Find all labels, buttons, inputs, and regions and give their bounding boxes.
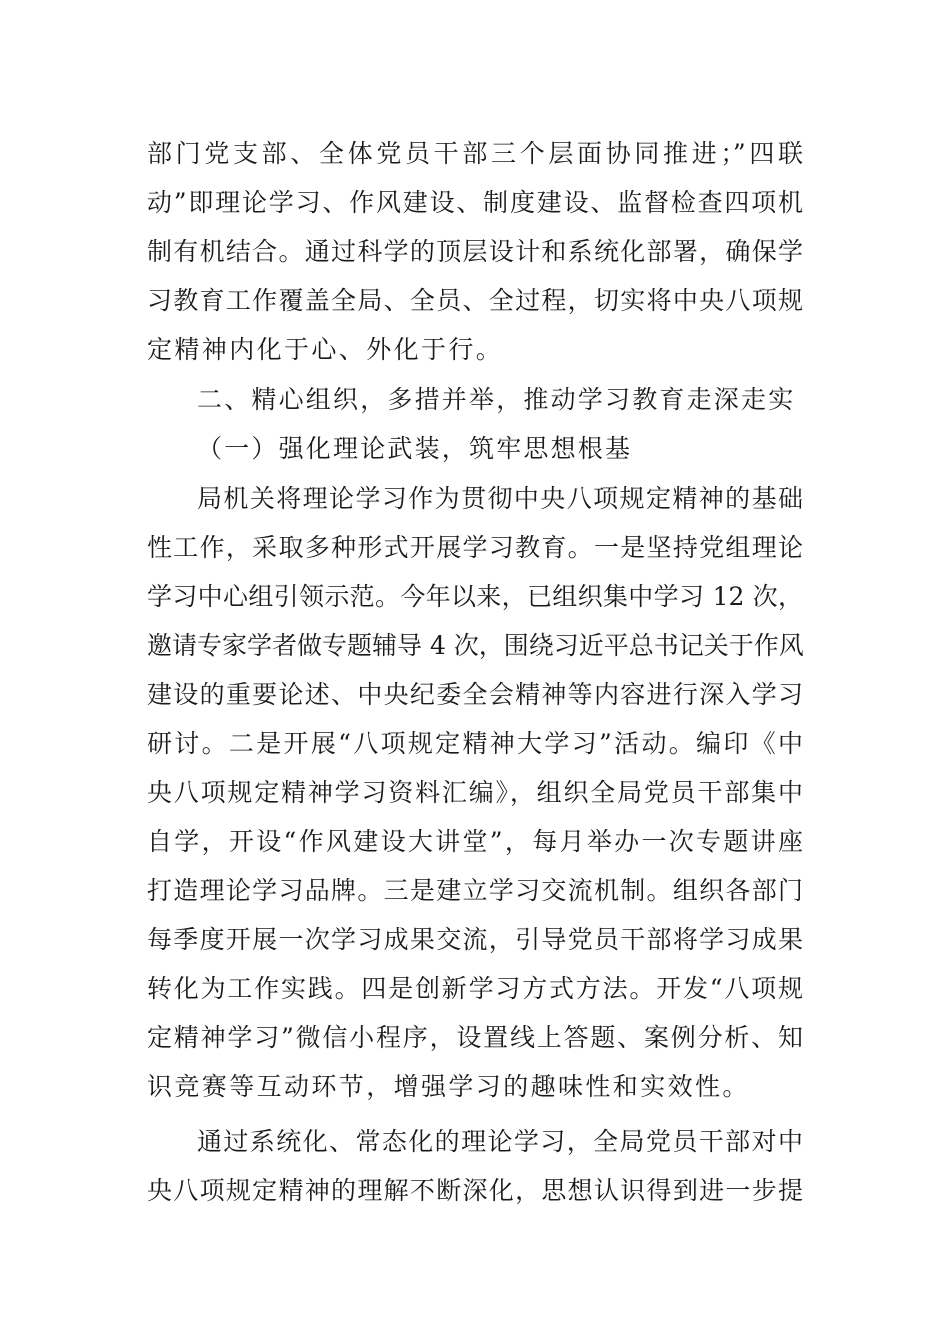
subsection-heading: （一）强化理论武装，筑牢思想根基 [197, 434, 633, 463]
paragraph-2-line-7: 央八项规定精神学习资料汇编》，组织全局党员干部集中 [147, 778, 803, 807]
paragraph-2-line-8: 自学，开设“作风建设大讲堂”，每月举办一次专题讲座 [147, 827, 803, 856]
paragraph-2-line-13: 识竞赛等互动环节，增强学习的趣味性和实效性。 [147, 1072, 750, 1101]
paragraph-3-line-2: 央八项规定精神的理解不断深化，思想认识得到进一步提 [147, 1176, 803, 1205]
paragraph-2-line-5: 建设的重要论述、中央纪委全会精神等内容进行深入学习 [147, 680, 803, 709]
paragraph-2-line-4: 邀请专家学者做专题辅导 4 次，围绕习近平总书记关于作风 [147, 631, 804, 660]
section-heading: 二、精心组织，多措并举，推动学习教育走深走实 [197, 385, 796, 414]
paragraph-2-line-10: 每季度开展一次学习成果交流，引导党员干部将学习成果 [147, 925, 803, 954]
paragraph-1-line-4: 习教育工作覆盖全局、全员、全过程，切实将中央八项规 [147, 286, 803, 315]
paragraph-2-line-3: 学习中心组引领示范。今年以来，已组织集中学习 12 次， [147, 582, 803, 611]
paragraph-1-line-5: 定精神内化于心、外化于行。 [147, 335, 504, 364]
paragraph-2-line-12: 定精神学习”微信小程序，设置线上答题、案例分析、知 [147, 1023, 803, 1052]
paragraph-1-line-3: 制有机结合。通过科学的顶层设计和系统化部署，确保学 [147, 237, 803, 266]
paragraph-1-line-1: 部门党支部、全体党员干部三个层面协同推进；”四联 [147, 139, 803, 168]
paragraph-3-line-1: 通过系统化、常态化的理论学习，全局党员干部对中 [197, 1127, 803, 1156]
paragraph-1-line-2: 动”即理论学习、作风建设、制度建设、监督检查四项机 [147, 188, 803, 217]
paragraph-2-line-11: 转化为工作实践。四是创新学习方式方法。开发“八项规 [147, 974, 803, 1003]
paragraph-2-line-2: 性工作，采取多种形式开展学习教育。一是坚持党组理论 [147, 533, 803, 562]
paragraph-2-line-6: 研讨。二是开展“八项规定精神大学习”活动。编印《中 [147, 729, 803, 758]
paragraph-2-line-1: 局机关将理论学习作为贯彻中央八项规定精神的基础 [197, 484, 803, 513]
paragraph-2-line-9: 打造理论学习品牌。三是建立学习交流机制。组织各部门 [147, 876, 803, 905]
